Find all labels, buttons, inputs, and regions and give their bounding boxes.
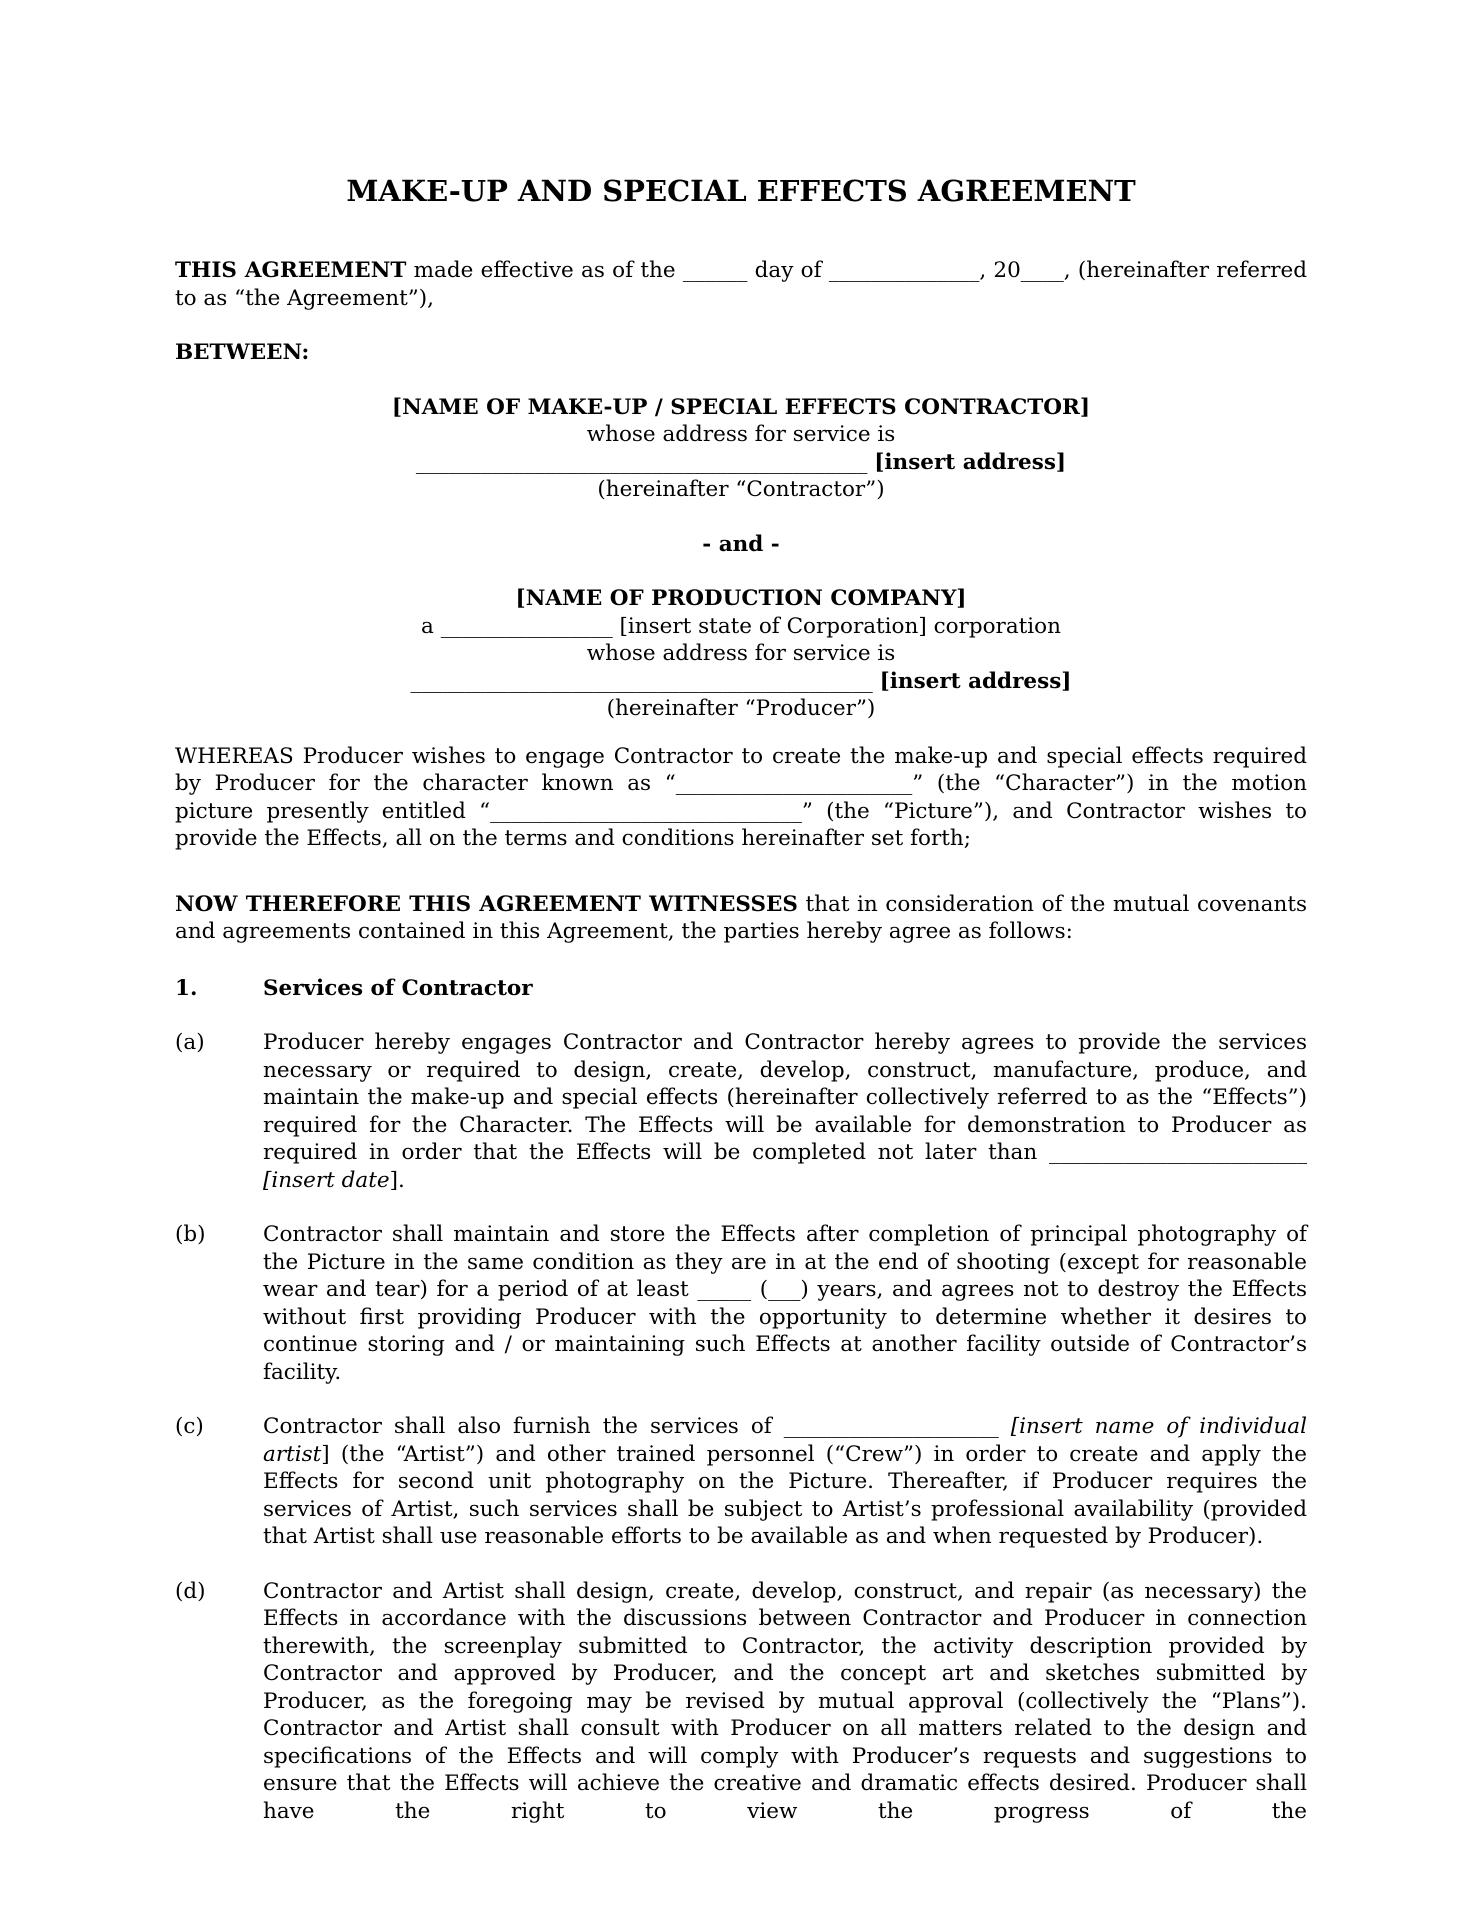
clause-text-segment: ]. — [389, 1167, 405, 1193]
clause-text-segment: ] (the “Artist”) and other trained personnel (“Crew”) in order to create and apply the Effects for second unit photography on the Picture. Thereafter, if Producer requires the services of Artist, such services shall be subject to Artist’s professional availability (provided that Artist shall use reasonable efforts to be available as and when requested by Producer). — [263, 1441, 1307, 1549]
producer-corporation-line — [175, 613, 1307, 641]
clause-text-segment: [insert name of individual artist — [263, 1414, 1307, 1467]
witness-body: that in consideration of the mutual covenants and agreements contained in this Agreement, the parties hereby agree as follows: — [175, 891, 1307, 944]
clauses — [175, 1029, 1307, 1825]
contractor-address-line — [175, 449, 1307, 477]
contractor-party-block — [175, 394, 1307, 504]
whereas-paragraph: WHEREAS Producer wishes to engage Contractor to create the make-up and special effects required by Producer for the character known as “______________________” (the “Character”) in the motion picture presently entitled “_____________________________” (the “Picture”), and Contractor wishes to provide the Effects, all on the terms and conditions hereinafter set forth; — [175, 743, 1307, 851]
clause-text-segment: Producer hereby engages Contractor and Contractor hereby agrees to provide the services necessary or required to design, create, develop, construct, manufacture, produce, and maintain the make-up and special effects (hereinafter collectively referred to as the “Effects”) required for the Character. The Effects will be available for demonstration to Producer as required in order that the Effects will be completed not later than ________________________ — [263, 1030, 1307, 1165]
intro-paragraph — [175, 257, 1307, 312]
clause-paragraph — [175, 1221, 1307, 1386]
producer-address-line — [175, 668, 1307, 696]
section-title: Services of Contractor — [263, 975, 533, 1001]
clause-label: (b) — [175, 1222, 206, 1247]
producer-corp-suffix: [insert state of Corporation] corporation — [612, 613, 1061, 639]
witness-paragraph — [175, 891, 1307, 946]
producer-alias: (hereinafter “Producer”) — [606, 696, 876, 721]
clause-label: (d) — [175, 1578, 206, 1604]
contractor-address-intro: whose address for service is — [586, 422, 896, 447]
clause-paragraph — [175, 1413, 1307, 1551]
clause-text-segment: [insert date — [263, 1167, 390, 1193]
section-number: 1. — [175, 975, 198, 1001]
clause-label: (a) — [175, 1030, 205, 1055]
clause-text-segment: Contractor and Artist shall design, create, develop, construct, and repair (as necessary) the Effects in accordance with the discussions between Contractor and Producer in connection therewith, the screenplay submitted to Contractor, the activity description provided by Contractor and approved by Producer, and the concept art and sketches submitted by Producer, as the foregoing may be revised by mutual approval (collectively the “Plans”). Contractor and Artist shall consult with Producer on all matters related to the design and specifications of the Effects and will comply with Producer’s requests and suggestions to ensure that the Effects will achieve the creative and dramatic effects desired. Producer shall have the right to view the progress of the — [263, 1578, 1307, 1824]
clause-text-segment: Contractor shall also furnish the services of ____________________ — [263, 1414, 1011, 1439]
section-1-heading — [175, 975, 1307, 1003]
clause-paragraph — [175, 1029, 1307, 1194]
producer-corp-prefix: a — [421, 613, 441, 639]
producer-address-intro: whose address for service is — [586, 641, 896, 666]
and-separator: - and - — [702, 531, 780, 557]
intro-body: made effective as of the ______ day of ______________, 20____, (hereinafter referred to as “the Agreement”), — [175, 258, 1308, 311]
witness-lead: NOW THEREFORE THIS AGREEMENT WITNESSES — [175, 891, 798, 917]
contractor-address-blank: __________________________________________ — [415, 449, 875, 475]
contractor-address-hint: [insert address] — [874, 449, 1067, 475]
clause-label: (c) — [175, 1414, 204, 1439]
producer-address-blank: ___________________________________________ — [410, 668, 880, 694]
producer-address-hint: [insert address] — [879, 668, 1072, 694]
clause-paragraph — [175, 1578, 1307, 1826]
clause-text-segment: Contractor shall maintain and store the Effects after completion of principal photography of the Picture in the same condition as they are in at the end of shooting (except for reasonable wear and tear) for a period of at least _____ (___) years, and agrees not to destroy the Effects without first providing Producer with the opportunity to determine whether it desires to continue storing and / or maintaining such Effects at another facility outside of Contractor’s facility. — [263, 1222, 1307, 1385]
document-title: MAKE-UP AND SPECIAL EFFECTS AGREEMENT — [346, 174, 1136, 208]
contractor-alias: (hereinafter “Contractor”) — [597, 477, 885, 502]
producer-name-placeholder: [NAME OF PRODUCTION COMPANY] — [515, 586, 967, 611]
producer-corp-blank: ________________ — [440, 613, 613, 639]
between-label: BETWEEN: — [175, 340, 310, 365]
producer-party-block — [175, 585, 1307, 723]
contractor-name-placeholder: [NAME OF MAKE-UP / SPECIAL EFFECTS CONTRACTOR] — [391, 394, 1091, 420]
intro-lead: THIS AGREEMENT — [175, 258, 407, 283]
